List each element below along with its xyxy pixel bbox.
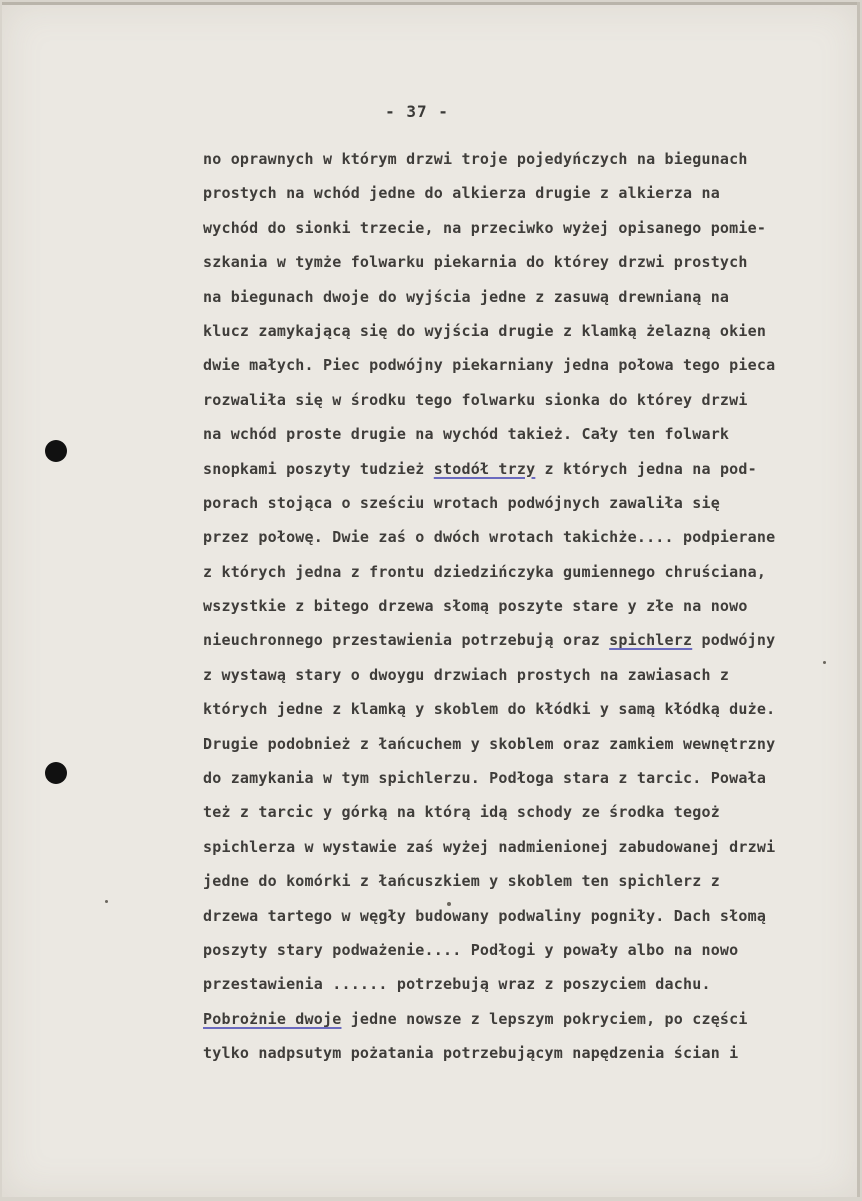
document-page: [2, 2, 860, 1197]
text-segment: przez połowę. Dwie zaś o dwóch wrotach takichże.... podpierane: [203, 528, 776, 547]
text-line: [203, 830, 860, 864]
underlined-term: Pobrożnie dwoje: [203, 1009, 342, 1028]
text-segment: prostych na wchód jedne do alkierza drugie z alkierza na: [203, 184, 720, 203]
text-line: [203, 623, 860, 657]
text-line: [203, 142, 860, 176]
text-line: [203, 417, 860, 451]
text-line: [203, 211, 860, 245]
text-line: [203, 658, 860, 692]
text-line: [203, 761, 860, 795]
text-segment: snopkami poszyty tudzież: [203, 459, 434, 478]
text-segment: dwie małych. Piec podwójny piekarniany jedna połowa tego pieca: [203, 356, 776, 375]
punch-hole: [45, 762, 67, 784]
text-segment: wychód do sionki trzecie, na przeciwko wyżej opisanego pomie-: [203, 218, 767, 237]
page-top-edge: [2, 2, 860, 5]
text-segment: poszyty stary podważenie.... Podłogi y powały albo na nowo: [203, 940, 739, 959]
text-line: [203, 967, 860, 1001]
text-segment: tylko nadpsutym pożatania potrzebującym napędzenia ścian i: [203, 1044, 739, 1063]
text-segment: porach stojąca o sześciu wrotach podwójnych zawaliła się: [203, 493, 720, 512]
text-line: [203, 864, 860, 898]
text-segment: z wystawą stary o dwoygu drzwiach prostych na zawiasach z: [203, 665, 730, 684]
text-segment: z których jedna z frontu dziedzińczyka gumiennego chruściana,: [203, 562, 767, 581]
text-segment: na wchód proste drugie na wychód takież. Cały ten folwark: [203, 425, 730, 444]
text-segment: klucz zamykającą się do wyjścia drugie z klamką żelazną okien: [203, 321, 767, 340]
text-line: [203, 520, 860, 554]
text-line: [203, 314, 860, 348]
text-segment: nieuchronnego przestawienia potrzebują oraz: [203, 631, 610, 650]
underlined-term: spichlerz: [609, 631, 693, 650]
paper-speck: [105, 900, 108, 903]
text-segment: rozwaliła się w środku tego folwarku sionka do którey drzwi: [203, 390, 748, 409]
text-segment: podwójny: [692, 631, 776, 650]
text-line: [203, 1036, 860, 1070]
page-number: - 37 -: [385, 102, 449, 121]
text-segment: no oprawnych w którym drzwi troje pojedyńczych na biegunach: [203, 150, 748, 168]
text-segment: też z tarcic y górką na którą idą schody ze środka tegoż: [203, 803, 720, 822]
text-line: [203, 280, 860, 314]
text-segment: Drugie podobnież z łańcuchem y skoblem oraz zamkiem wewnętrzny: [203, 734, 776, 753]
text-line: [203, 348, 860, 382]
text-line: [203, 795, 860, 829]
text-segment: wszystkie z bitego drzewa słomą poszyte stare y złe na nowo: [203, 597, 748, 616]
text-line: [203, 899, 860, 933]
text-segment: szkania w tymże folwarku piekarnia do którey drzwi prostych: [203, 253, 748, 272]
text-line: [203, 555, 860, 589]
text-line: [203, 486, 860, 520]
text-line: [203, 452, 860, 486]
text-line: [203, 383, 860, 417]
text-segment: spichlerza w wystawie zaś wyżej nadmienionej zabudowanej drzwi: [203, 837, 776, 856]
text-line: [203, 727, 860, 761]
text-segment: z których jedna na pod-: [535, 459, 757, 478]
text-segment: których jedne z klamką y skoblem do kłódki y samą kłódką duże.: [203, 700, 776, 719]
underlined-term: stodół trzy: [433, 459, 536, 478]
text-segment: drzewa tartego w węgły budowany podwaliny pogniły. Dach słomą: [203, 906, 767, 925]
text-segment: przestawienia ...... potrzebują wraz z poszyciem dachu.: [203, 975, 711, 994]
punch-hole: [45, 440, 67, 462]
text-line: [203, 1002, 860, 1036]
text-segment: na biegunach dwoje do wyjścia jedne z zasuwą drewnianą na: [203, 287, 730, 306]
text-segment: jedne nowsze z lepszym pokryciem, po części: [341, 1009, 748, 1028]
text-line: [203, 589, 860, 623]
text-line: [203, 933, 860, 967]
typed-body-text: [203, 142, 860, 1071]
text-segment: jedne do komórki z łańcuszkiem y skoblem ten spichlerz z: [203, 872, 720, 891]
text-line: [203, 176, 860, 210]
text-line: [203, 245, 860, 279]
text-line: [203, 692, 860, 726]
text-segment: do zamykania w tym spichlerzu. Podłoga stara z tarcic. Powała: [203, 769, 767, 788]
